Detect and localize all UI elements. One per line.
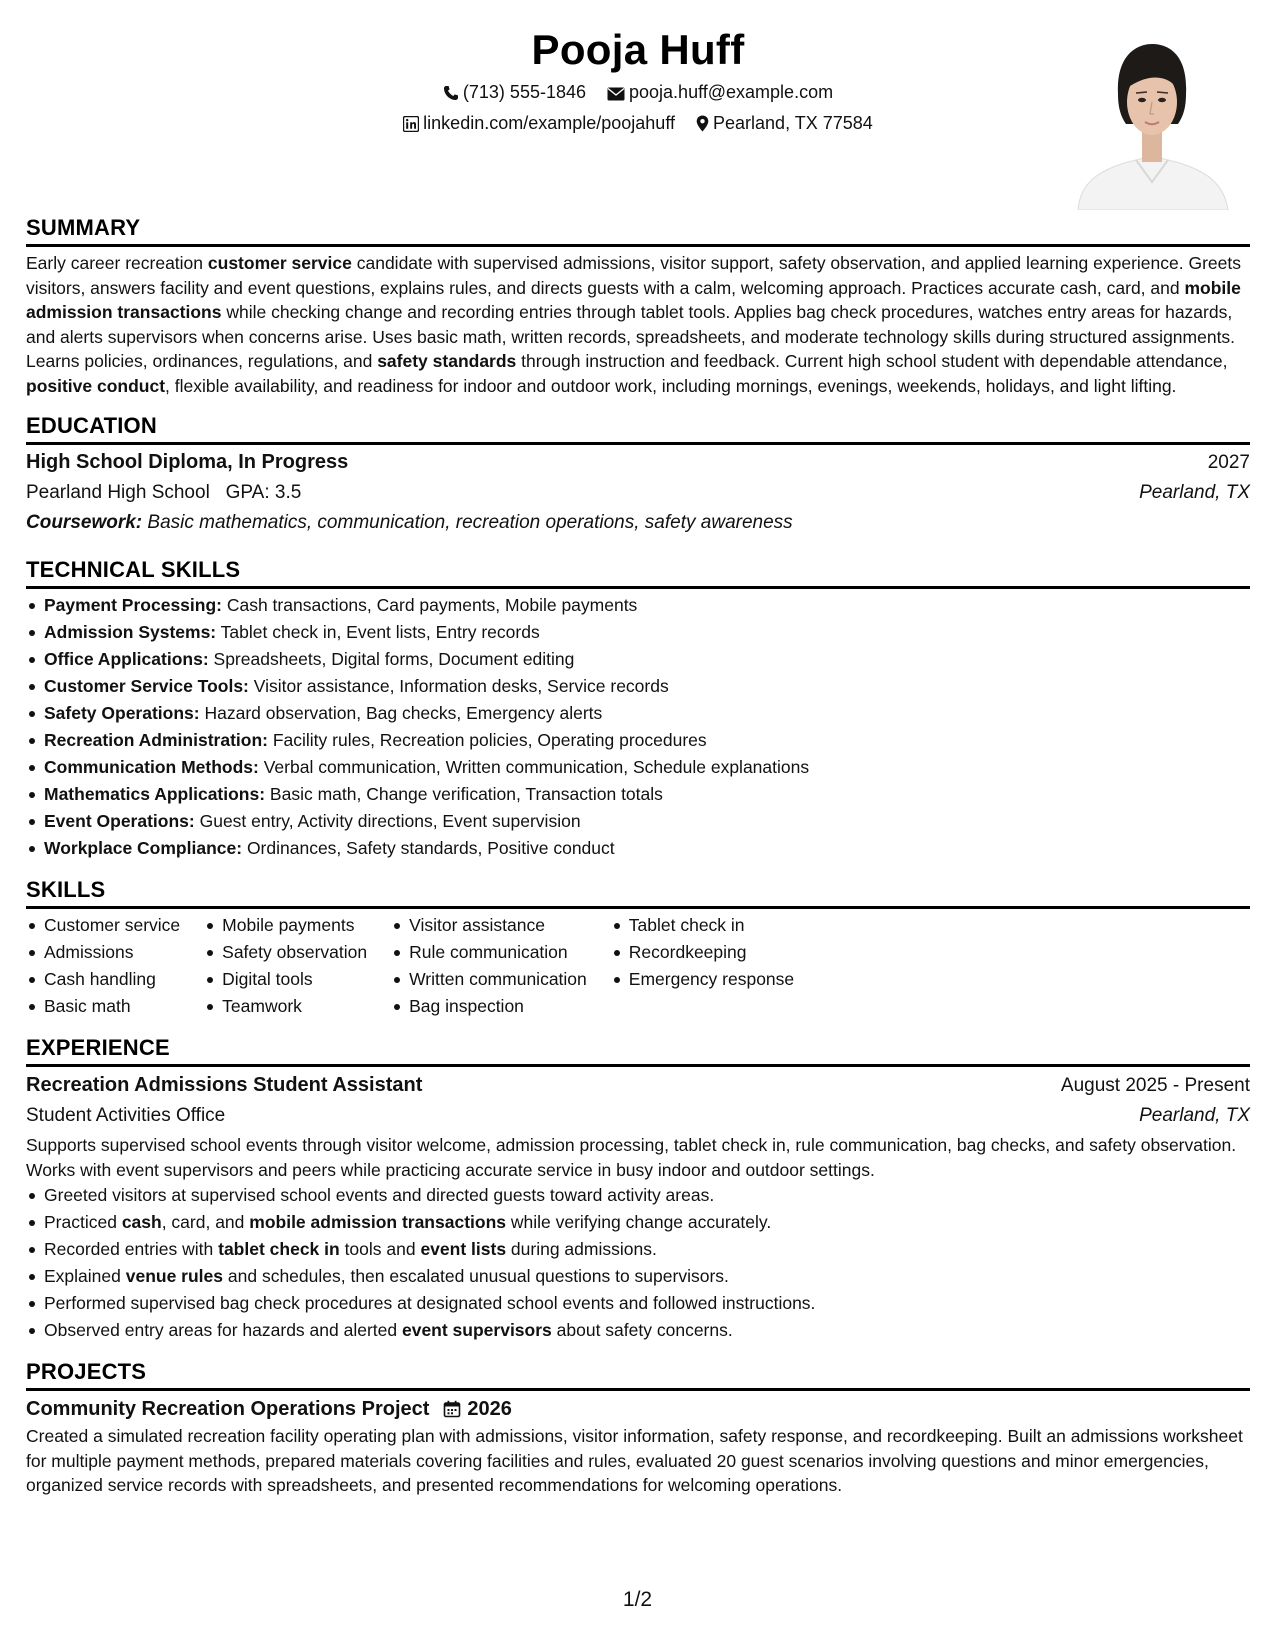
technical-skill-item [44, 781, 1250, 808]
skill-item: Customer service [44, 912, 180, 939]
experience-bullet [44, 1290, 1250, 1317]
emphasis-text: event lists [420, 1239, 507, 1259]
experience-bullets [26, 1182, 1250, 1344]
skills-grid [26, 912, 1250, 1020]
skill-item: Digital tools [222, 966, 367, 993]
skill-item: Rule communication [409, 939, 587, 966]
technical-skill-item [44, 619, 1250, 646]
emphasis-text: event supervisors [401, 1320, 552, 1340]
text-run: Early career recreation [26, 253, 208, 273]
technical-skills-section [26, 556, 1250, 862]
skills-column [204, 912, 367, 1020]
technical-skill-item [44, 754, 1250, 781]
text-run: , flexible availability, and readiness for indoor and outdoor work, including mornings, evenings, weekends, holidays, and light lifting. [165, 375, 1177, 396]
technical-skills-heading: TECHNICAL SKILLS [26, 557, 241, 582]
skill-category: Workplace Compliance: [44, 838, 243, 858]
skills-divider [26, 906, 1250, 909]
emphasis-text: customer service [207, 253, 352, 273]
coursework-text: Basic mathematics, communication, recreation operations, safety awareness [147, 512, 793, 533]
text-run: Greeted visitors at supervised school events and directed guests toward activity areas. [44, 1185, 715, 1205]
emphasis-text: venue rules [125, 1266, 224, 1286]
experience-bullet [44, 1182, 1250, 1209]
envelope-icon [607, 87, 625, 101]
school-name: Pearland High School [26, 482, 210, 503]
project-year: 2026 [467, 1398, 512, 1420]
text-run: Observed entry areas for hazards and alerted [44, 1320, 402, 1340]
text-run: about safety concerns. [551, 1320, 733, 1340]
skill-values: Visitor assistance, Information desks, Service records [248, 676, 669, 696]
skill-values: Cash transactions, Card payments, Mobile payments [221, 595, 638, 615]
summary-heading: SUMMARY [26, 215, 141, 240]
education-divider [26, 442, 1250, 445]
skill-values: Guest entry, Activity directions, Event supervision [194, 811, 581, 831]
skill-category: Admission Systems: [44, 622, 217, 642]
technical-skill-item [44, 808, 1250, 835]
phone-icon [443, 85, 459, 101]
technical-skill-item [44, 646, 1250, 673]
text-run: while verifying change accurately. [506, 1212, 772, 1232]
skills-column [611, 912, 794, 1020]
resume-header [26, 24, 1250, 224]
text-run: through instruction and feedback. Current high school student with dependable attendance, [516, 351, 1228, 371]
emphasis-text: positive conduct [26, 375, 166, 396]
project-title-row [26, 1394, 1250, 1424]
skill-item: Visitor assistance [409, 912, 587, 939]
text-run: Recorded entries with [44, 1239, 219, 1259]
project-description: Created a simulated recreation facility operating plan with admissions, visitor information, safety response, and recordkeeping. Built an admissions worksheet for multiple payment methods, prepared materials covering facilities and rules, evaluated 20 guest scenarios involving questions and minor emergencies, organized service records with spreadsheets, and presented recommendations for welcoming operations. [26, 1426, 1243, 1495]
technical-skills-list [26, 592, 1250, 862]
email-text: pooja.huff@example.com [629, 82, 834, 102]
job-dates: August 2025 - Present [1060, 1075, 1250, 1096]
experience-divider [26, 1064, 1250, 1067]
education-heading: EDUCATION [26, 413, 157, 438]
skill-values: Hazard observation, Bag checks, Emergency alerts [199, 703, 603, 723]
experience-bullet [44, 1209, 1250, 1236]
education-section [26, 412, 1250, 538]
calendar-icon [443, 1400, 461, 1418]
experience-bullet [44, 1317, 1250, 1344]
map-pin-icon [696, 115, 709, 132]
location-contact [696, 111, 873, 135]
education-row-2 [26, 478, 1250, 508]
skill-item: Tablet check in [629, 912, 794, 939]
technical-skill-item [44, 673, 1250, 700]
skill-item: Basic math [44, 993, 180, 1020]
gpa: GPA: 3.5 [225, 482, 302, 503]
coursework [26, 508, 1250, 538]
projects-divider [26, 1388, 1250, 1391]
coursework-label: Coursework: [26, 512, 143, 533]
emphasis-text: cash [121, 1212, 162, 1232]
emphasis-text: safety standards [377, 351, 517, 371]
skill-category: Recreation Administration: [44, 730, 268, 750]
school-info [26, 478, 301, 508]
skill-item: Safety observation [222, 939, 367, 966]
text-run: Explained [44, 1266, 126, 1286]
linkedin-contact[interactable] [403, 111, 675, 135]
skills-column [26, 912, 180, 1020]
experience-section [26, 1034, 1250, 1344]
portrait-image [1070, 32, 1234, 210]
employer: Student Activities Office [26, 1105, 226, 1126]
skill-category: Office Applications: [44, 649, 209, 669]
skill-values: Tablet check in, Event lists, Entry records [216, 622, 540, 642]
skill-item: Cash handling [44, 966, 180, 993]
technical-skill-item [44, 700, 1250, 727]
emphasis-text: tablet check in [218, 1239, 340, 1259]
resume-content [26, 24, 1250, 1498]
job-title: Recreation Admissions Student Assistant [26, 1074, 423, 1096]
skills-section [26, 876, 1250, 1020]
skill-category: Communication Methods: [44, 757, 259, 777]
phone-text: (713) 555-1846 [462, 82, 586, 102]
skill-values: Facility rules, Recreation policies, Operating procedures [267, 730, 707, 750]
text-run: Performed supervised bag check procedures at designated school events and followed instructions. [44, 1293, 816, 1313]
text-run: , card, and [161, 1212, 250, 1232]
education-row-1 [26, 447, 1250, 478]
job-description: Supports supervised school events through visitor welcome, admission processing, tablet check in, rule communication, bag checks, and safety observation. Works with event supervisors and peers while practicing accurate service in busy indoor and outdoor settings. [26, 1135, 1237, 1180]
skill-values: Basic math, Change verification, Transaction totals [265, 784, 663, 804]
summary-section [26, 214, 1250, 398]
text-run: during admissions. [506, 1239, 657, 1259]
text-run: candidate with supervised admissions, visitor support, safety observation, and applied learning experience. Greets visitors, answers facility and event questions, explains rules, and directs guests with a calm, welcoming approach. Practices accurate cash, card, and [26, 253, 1241, 298]
summary-text [26, 251, 1250, 398]
skill-category: Event Operations: [44, 811, 195, 831]
contact-row-2 [26, 111, 1250, 135]
experience-row-2 [26, 1101, 1250, 1131]
technical-skill-item [44, 835, 1250, 862]
project-name: Community Recreation Operations Project [26, 1398, 430, 1420]
school-location: Pearland, TX [1139, 482, 1250, 503]
contact-row-1 [26, 80, 1250, 104]
emphasis-text: mobile admission transactions [249, 1212, 506, 1232]
skill-item: Teamwork [222, 993, 367, 1020]
email-contact[interactable] [607, 80, 833, 104]
skill-item: Bag inspection [409, 993, 587, 1020]
technical-skill-item [44, 727, 1250, 754]
experience-bullet [44, 1263, 1250, 1290]
job-location: Pearland, TX [1139, 1105, 1250, 1126]
experience-bullet [44, 1236, 1250, 1263]
skills-column [391, 912, 587, 1020]
skill-item: Emergency response [629, 966, 794, 993]
page-number: 1/2 [622, 1588, 653, 1611]
projects-heading: PROJECTS [26, 1359, 147, 1384]
skill-item: Written communication [409, 966, 587, 993]
skill-category: Safety Operations: [44, 703, 200, 723]
experience-row-1 [26, 1070, 1250, 1101]
skill-values: Ordinances, Safety standards, Positive conduct [242, 838, 615, 858]
skill-category: Payment Processing: [44, 595, 222, 615]
technical-skill-item [44, 592, 1250, 619]
linkedin-icon [403, 116, 419, 132]
profile-photo [1070, 32, 1234, 210]
text-run: and schedules, then escalated unusual questions to supervisors. [223, 1266, 729, 1286]
graduation-year: 2027 [1207, 452, 1250, 473]
skill-category: Mathematics Applications: [44, 784, 266, 804]
summary-divider [26, 244, 1250, 247]
skill-category: Customer Service Tools: [44, 676, 249, 696]
technical-skills-divider [26, 586, 1250, 589]
linkedin-text: linkedin.com/example/poojahuff [423, 113, 675, 133]
skill-values: Spreadsheets, Digital forms, Document editing [208, 649, 575, 669]
skills-heading: SKILLS [26, 877, 106, 902]
candidate-name: Pooja Huff [531, 26, 745, 73]
emphasis-text: mobile admission transactions [26, 277, 1241, 322]
projects-section [26, 1358, 1250, 1498]
location-text: Pearland, TX 77584 [713, 113, 873, 133]
text-run: tools and [339, 1239, 421, 1259]
phone-contact[interactable] [443, 80, 586, 104]
text-run: Practiced [44, 1212, 122, 1232]
skill-item: Admissions [44, 939, 180, 966]
experience-heading: EXPERIENCE [26, 1035, 170, 1060]
skill-values: Verbal communication, Written communication, Schedule explanations [258, 757, 810, 777]
degree-title: High School Diploma, In Progress [26, 451, 349, 473]
text-run: while checking change and recording entries through tablet tools. Applies bag check procedures, watches entry areas for hazards, and alerts supervisors when concerns arise. Uses basic math, written records, spreadsheets, and moderate technology skills during structured assignments. Learns policies, ordinances, regulations, and [26, 302, 1236, 371]
skill-item: Recordkeeping [629, 939, 794, 966]
skill-item: Mobile payments [222, 912, 367, 939]
